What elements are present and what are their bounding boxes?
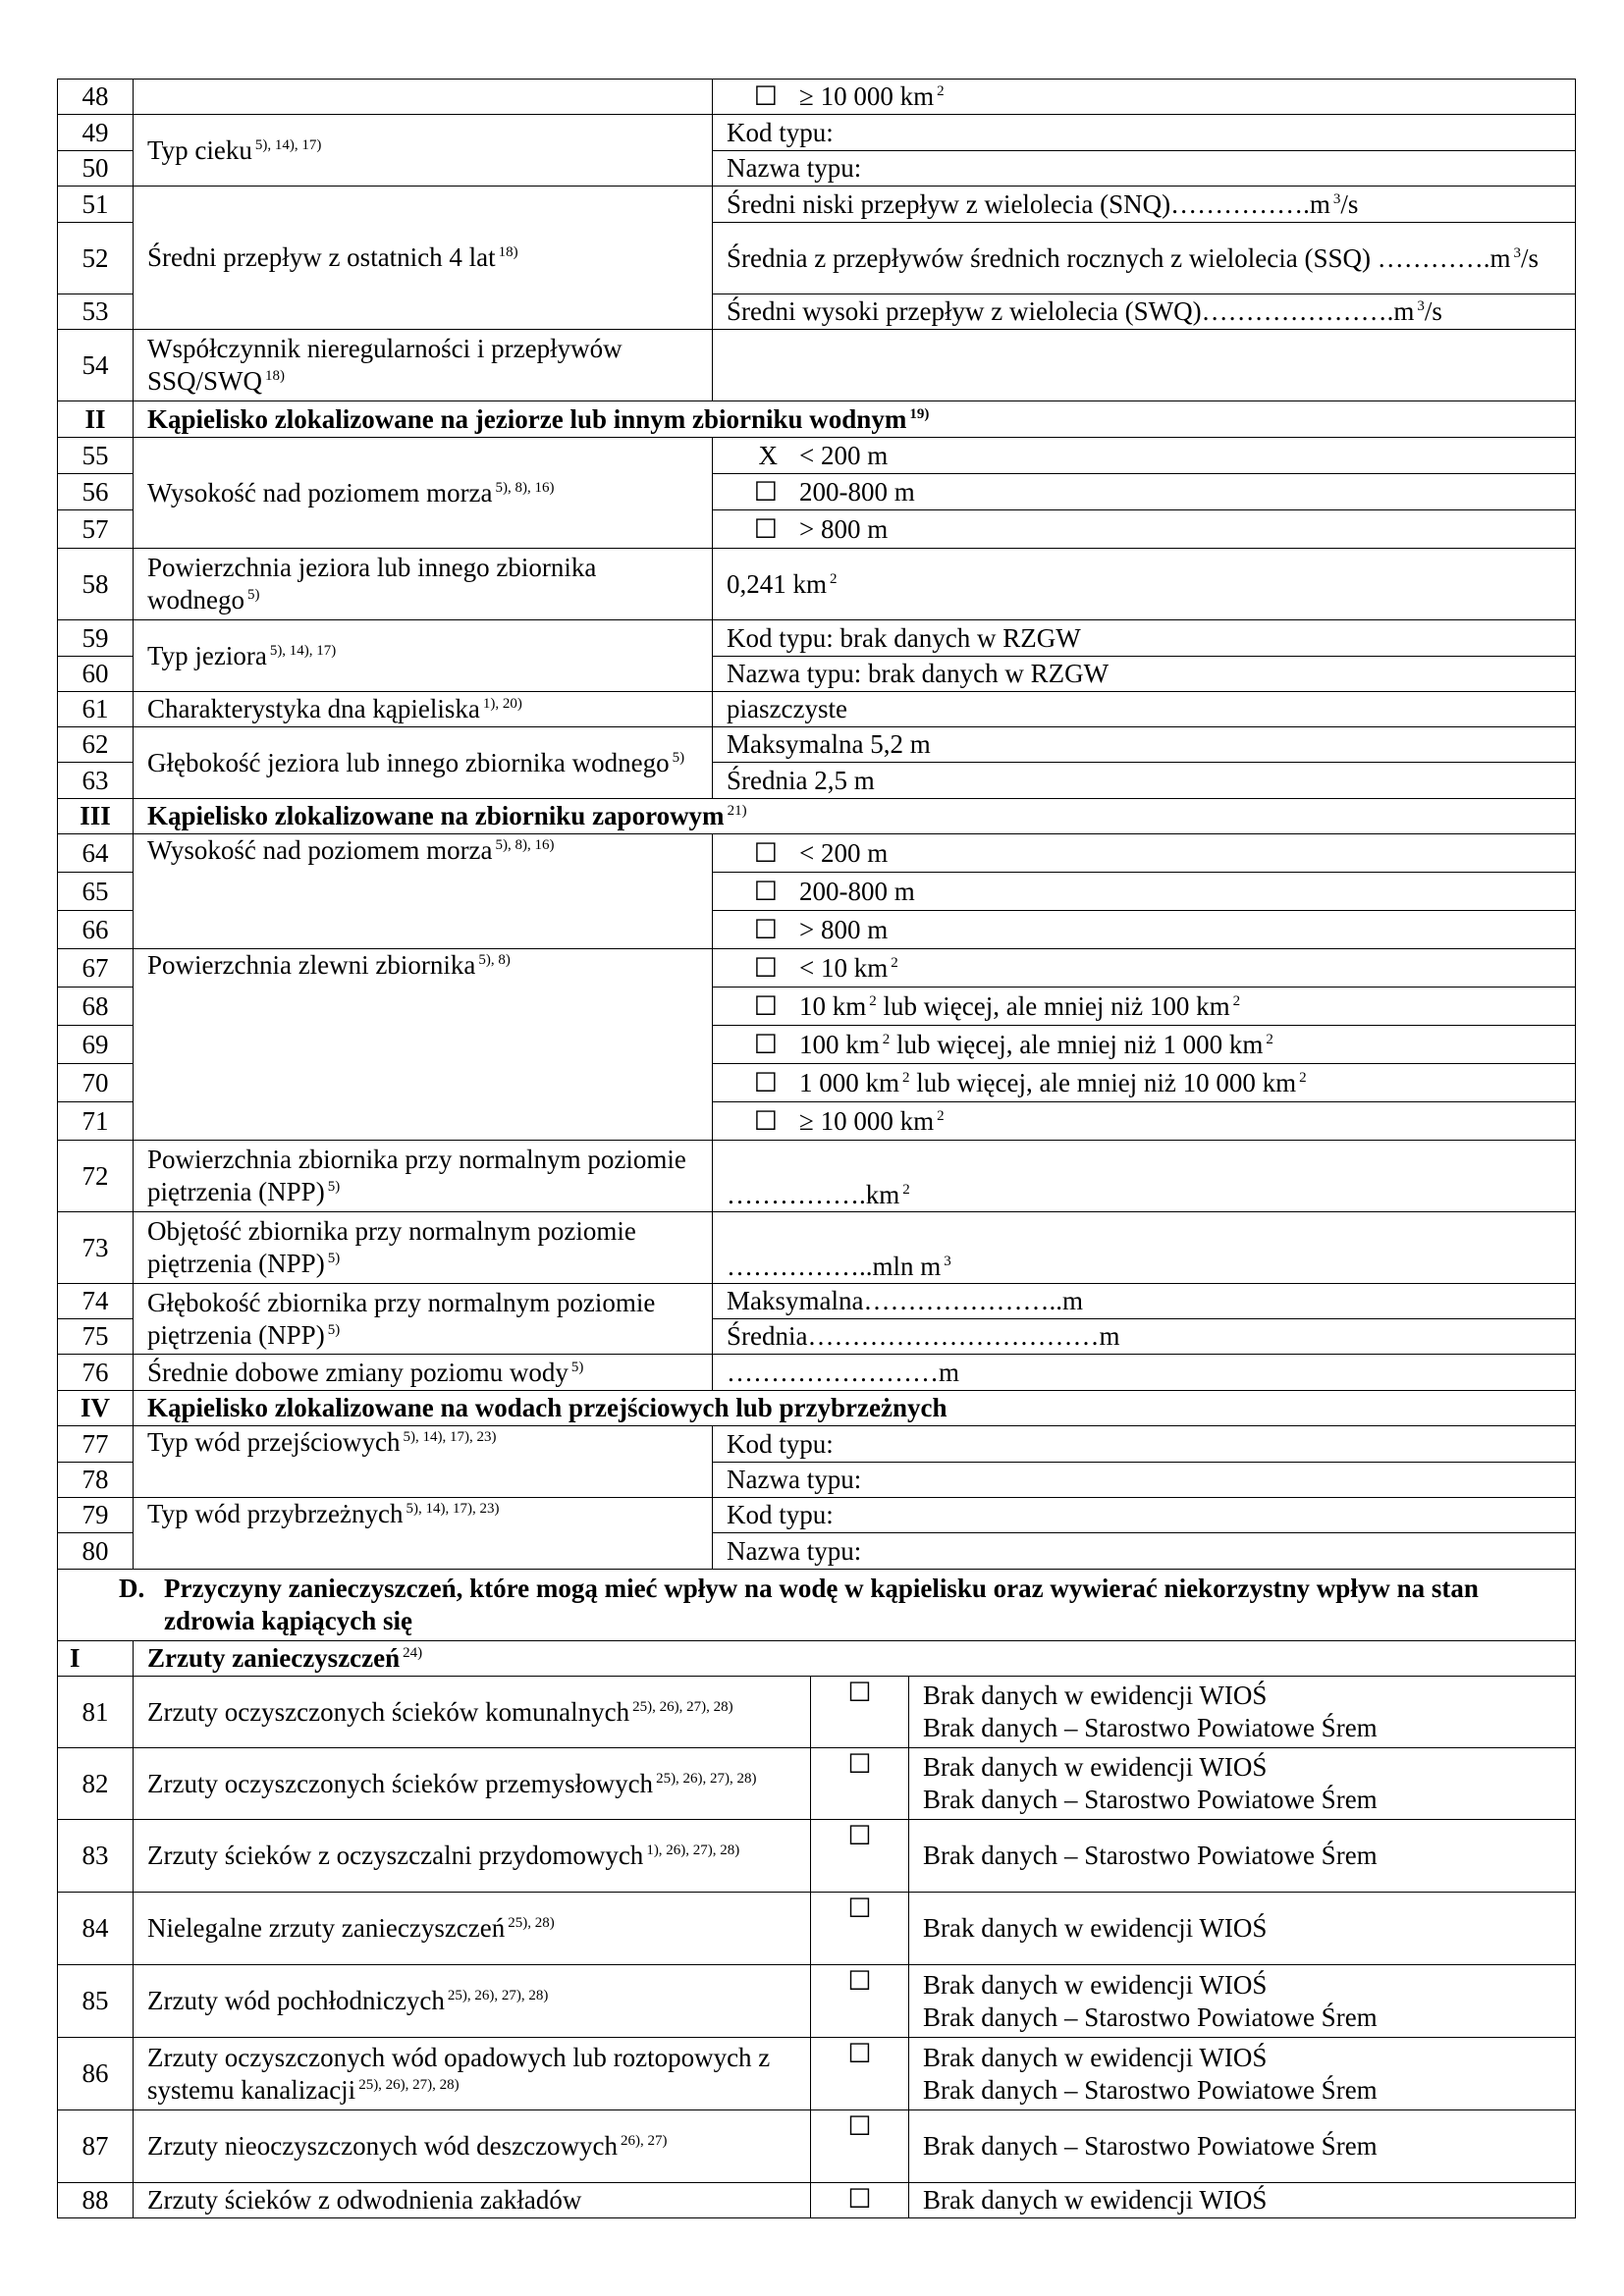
row-value[interactable]: ……………..mln m $^3$ <box>713 1212 1576 1284</box>
row-value <box>909 2110 1576 2183</box>
row-number: 71 <box>58 1102 134 1141</box>
row-label: Typ jeziora $^{5), 14), 17)}$ <box>134 620 713 692</box>
row-label: Zrzuty ścieków z odwodnienia zakładów <box>134 2183 811 2218</box>
row-label: Zrzuty nieoczyszczonych wód deszczowych $^{26), 27)}$ <box>134 2110 811 2183</box>
row-label: Zrzuty oczyszczonych ścieków komunalnych $^{25), 26), 27), 28)}$ <box>134 1677 811 1748</box>
section-number: III <box>58 799 134 834</box>
option-cell: ☐ < 10 km $^2$ <box>713 949 1576 988</box>
checkbox-icon[interactable]: ☐ <box>753 837 778 868</box>
checked-mark[interactable]: X <box>758 440 778 470</box>
section-number: IV <box>58 1391 134 1426</box>
table-row <box>58 549 1576 620</box>
row-number: 68 <box>58 988 134 1026</box>
row-value <box>909 2183 1576 2218</box>
row-value <box>909 1748 1576 1820</box>
checkbox-icon[interactable]: ☐ <box>753 876 778 906</box>
checkbox-icon[interactable]: ☐ <box>811 1748 909 1820</box>
row-value: Nazwa typu: <box>713 151 1576 187</box>
row-number: 80 <box>58 1533 134 1570</box>
row-value: Kod typu: brak danych w RZGW <box>713 620 1576 657</box>
table-row <box>58 1212 1576 1284</box>
table-row <box>58 834 1576 873</box>
row-label: Zrzuty ścieków z oczyszczalni przydomowych $^{1), 26), 27), 28)}$ <box>134 1820 811 1893</box>
option-cell: ☐ < 200 m <box>713 834 1576 873</box>
option-cell: ☐ 10 km $^2$ lub więcej, ale mniej niż 100 km $^2$ <box>713 988 1576 1026</box>
table-row <box>58 1893 1576 1965</box>
value-line: Brak danych – Starostwo Powiatowe Śrem <box>923 1785 1378 1814</box>
row-value: Maksymalna 5,2 m <box>713 727 1576 763</box>
row-number: 59 <box>58 620 134 657</box>
table-row <box>58 1355 1576 1391</box>
row-label: Wysokość nad poziomem morza $^{5), 8), 16)}$ <box>134 438 713 549</box>
row-number: 73 <box>58 1212 134 1284</box>
row-value-empty[interactable] <box>713 330 1576 401</box>
section-header-row <box>58 1391 1576 1426</box>
table-row <box>58 1677 1576 1748</box>
bathing-site-profile-table <box>57 79 1576 1677</box>
row-label: Nielegalne zrzuty zanieczyszczeń $^{25), 28)}$ <box>134 1893 811 1965</box>
checkbox-icon[interactable]: ☐ <box>811 2183 909 2218</box>
row-number: 63 <box>58 763 134 799</box>
row-label: Zrzuty oczyszczonych ścieków przemysłowych $^{25), 26), 27), 28)}$ <box>134 1748 811 1820</box>
value-line: Brak danych w ewidencji WIOŚ <box>923 2042 1268 2072</box>
option-cell: ☐ ≥ 10 000 km $^2$ <box>713 80 1576 115</box>
value-line: Brak danych w ewidencji WIOŚ <box>923 1681 1268 1710</box>
section-d-header-row <box>58 1570 1576 1641</box>
checkbox-icon[interactable]: ☐ <box>753 1105 778 1136</box>
row-label: Wysokość nad poziomem morza $^{5), 8), 16)}$ <box>134 834 713 949</box>
row-number: 88 <box>58 2183 134 2218</box>
row-label: Typ wód przejściowych $^{5), 14), 17), 23)}$ <box>134 1426 713 1498</box>
checkbox-icon[interactable]: ☐ <box>753 1029 778 1059</box>
row-value: Nazwa typu: <box>713 1463 1576 1498</box>
row-number: 67 <box>58 949 134 988</box>
row-value: Nazwa typu: <box>713 1533 1576 1570</box>
row-number: 65 <box>58 873 134 911</box>
table-row <box>58 187 1576 223</box>
row-number: 69 <box>58 1026 134 1064</box>
row-value[interactable]: ……………………m <box>713 1355 1576 1391</box>
table-row <box>58 2183 1576 2218</box>
table-row <box>58 620 1576 657</box>
row-value[interactable]: …………….km $^2$ <box>713 1141 1576 1212</box>
checkbox-icon[interactable]: ☐ <box>753 1067 778 1097</box>
row-value: Kod typu: <box>713 115 1576 151</box>
table-row <box>58 1748 1576 1820</box>
row-value: 0,241 km $^2$ <box>713 549 1576 620</box>
value-line: Brak danych w ewidencji WIOŚ <box>923 2185 1268 2215</box>
checkbox-icon[interactable]: ☐ <box>753 914 778 944</box>
row-value: piaszczyste <box>713 692 1576 727</box>
row-value: Średni wysoki przepływ z wielolecia (SWQ)………………….m $^3$/s <box>713 294 1576 330</box>
row-value: Nazwa typu: brak danych w RZGW <box>713 657 1576 692</box>
row-number: 61 <box>58 692 134 727</box>
row-number: 76 <box>58 1355 134 1391</box>
row-number: 57 <box>58 510 134 549</box>
section-d-title: D. Przyczyny zanieczyszczeń, które mogą mieć wpływ na wodę w kąpielisku oraz wywierać niekorzystny wpływ na stan zdrowia kąpiących się <box>58 1570 1576 1641</box>
row-value[interactable]: Średnia……………………………m <box>713 1319 1576 1355</box>
row-number: 53 <box>58 294 134 330</box>
row-number: 49 <box>58 115 134 151</box>
row-number: 83 <box>58 1820 134 1893</box>
option-cell: ☐ ≥ 10 000 km $^2$ <box>713 1102 1576 1141</box>
option-cell: X < 200 m <box>713 438 1576 474</box>
row-number: 75 <box>58 1319 134 1355</box>
option-cell: ☐ 200-800 m <box>713 873 1576 911</box>
table-row <box>58 1965 1576 2038</box>
table-row <box>58 2038 1576 2110</box>
section-title: Kąpielisko zlokalizowane na jeziorze lub innym zbiorniku wodnym $^{19)}$ <box>134 401 1576 438</box>
row-value[interactable]: Maksymalna…………………..m <box>713 1284 1576 1319</box>
section-header-row <box>58 799 1576 834</box>
checkbox-icon[interactable]: ☐ <box>811 2038 909 2110</box>
section-title: Zrzuty zanieczyszczeń $^{24)}$ <box>134 1641 1576 1677</box>
table-row <box>58 1284 1576 1319</box>
value-line: Brak danych – Starostwo Powiatowe Śrem <box>923 2002 1378 2032</box>
value-line: Brak danych w ewidencji WIOŚ <box>923 1969 1268 2000</box>
row-number: 70 <box>58 1064 134 1102</box>
row-label: Zrzuty oczyszczonych wód opadowych lub roztopowych z systemu kanalizacji $^{25), 26), 27), 28)}$ <box>134 2038 811 2110</box>
section-number: I <box>58 1641 134 1677</box>
table-row <box>58 1498 1576 1533</box>
row-number: 51 <box>58 187 134 223</box>
table-row <box>58 1820 1576 1893</box>
row-number: 79 <box>58 1498 134 1533</box>
row-value <box>909 1677 1576 1748</box>
row-number: 66 <box>58 911 134 949</box>
row-value <box>909 1893 1576 1965</box>
row-label-empty <box>134 80 713 115</box>
value-line: Brak danych w ewidencji WIOŚ <box>923 1913 1268 1943</box>
row-value <box>909 2038 1576 2110</box>
table-row <box>58 727 1576 763</box>
checkbox-icon[interactable]: ☐ <box>753 513 778 544</box>
row-number: 50 <box>58 151 134 187</box>
row-number: 54 <box>58 330 134 401</box>
section-header-row <box>58 1641 1576 1677</box>
row-label: Zrzuty wód pochłodniczych $^{25), 26), 27), 28)}$ <box>134 1965 811 2038</box>
checkbox-icon[interactable]: ☐ <box>811 1965 909 2038</box>
row-number: 87 <box>58 2110 134 2183</box>
row-label: Powierzchnia zbiornika przy normalnym poziomie piętrzenia (NPP) $^{5)}$ <box>134 1141 713 1212</box>
table-row <box>58 2110 1576 2183</box>
row-value <box>909 1965 1576 2038</box>
checkbox-icon[interactable]: ☐ <box>753 476 778 507</box>
row-number: 82 <box>58 1748 134 1820</box>
section-header-row <box>58 401 1576 438</box>
table-row <box>58 438 1576 474</box>
row-label: Głębokość zbiornika przy normalnym poziomie piętrzenia (NPP) $^{5)}$ <box>134 1284 713 1355</box>
checkbox-icon[interactable]: ☐ <box>753 952 778 983</box>
row-value: Średnia z przepływów średnich rocznych z wielolecia (SSQ) ………….m $^3$/s <box>713 223 1576 294</box>
value-line: Brak danych – Starostwo Powiatowe Śrem <box>923 1841 1378 1870</box>
row-number: 72 <box>58 1141 134 1212</box>
table-row <box>58 692 1576 727</box>
row-value: Kod typu: <box>713 1498 1576 1533</box>
row-label: Powierzchnia jeziora lub innego zbiornika wodnego $^{5)}$ <box>134 549 713 620</box>
checkbox-icon[interactable]: ☐ <box>811 1677 909 1748</box>
row-label: Powierzchnia zlewni zbiornika $^{5), 8)}$ <box>134 949 713 1141</box>
option-cell: ☐ 100 km $^2$ lub więcej, ale mniej niż 1 000 km $^2$ <box>713 1026 1576 1064</box>
option-cell: ☐ > 800 m <box>713 911 1576 949</box>
row-number: 60 <box>58 657 134 692</box>
option-cell: ☐ > 800 m <box>713 510 1576 549</box>
row-label: Współczynnik nieregularności i przepływów SSQ/SWQ $^{18)}$ <box>134 330 713 401</box>
value-line: Brak danych – Starostwo Powiatowe Śrem <box>923 2074 1378 2105</box>
row-number: 62 <box>58 727 134 763</box>
section-title: Kąpielisko zlokalizowane na zbiorniku zaporowym $^{21)}$ <box>134 799 1576 834</box>
row-number: 74 <box>58 1284 134 1319</box>
value-line: Brak danych – Starostwo Powiatowe Śrem <box>923 1713 1378 1742</box>
row-number: 85 <box>58 1965 134 2038</box>
table-row <box>58 1426 1576 1463</box>
row-number: 81 <box>58 1677 134 1748</box>
row-number: 58 <box>58 549 134 620</box>
row-label: Średnie dobowe zmiany poziomu wody $^{5)}$ <box>134 1355 713 1391</box>
row-number: 84 <box>58 1893 134 1965</box>
row-number: 56 <box>58 474 134 510</box>
checkbox-icon[interactable]: ☐ <box>811 2110 909 2183</box>
table-row <box>58 1141 1576 1212</box>
pollution-sources-table <box>57 1676 1576 2218</box>
row-value: Średnia 2,5 m <box>713 763 1576 799</box>
row-value <box>909 1820 1576 1893</box>
row-label: Charakterystyka dna kąpieliska $^{1), 20)}$ <box>134 692 713 727</box>
row-number: 64 <box>58 834 134 873</box>
section-title: Kąpielisko zlokalizowane na wodach przejściowych lub przybrzeżnych <box>134 1391 1576 1426</box>
checkbox-icon[interactable]: ☐ <box>753 990 778 1021</box>
value-line: Brak danych – Starostwo Powiatowe Śrem <box>923 2131 1378 2161</box>
option-cell: ☐ 1 000 km $^2$ lub więcej, ale mniej niż 10 000 km $^2$ <box>713 1064 1576 1102</box>
table-row <box>58 115 1576 151</box>
row-label: Typ wód przybrzeżnych $^{5), 14), 17), 23)}$ <box>134 1498 713 1570</box>
table-row <box>58 949 1576 988</box>
table-row <box>58 80 1576 115</box>
row-number: 52 <box>58 223 134 294</box>
table-row <box>58 330 1576 401</box>
row-value: Średni niski przepływ z wielolecia (SNQ)…………….m $^3$/s <box>713 187 1576 223</box>
row-label: Objętość zbiornika przy normalnym poziomie piętrzenia (NPP) $^{5)}$ <box>134 1212 713 1284</box>
row-number: 78 <box>58 1463 134 1498</box>
option-cell: ☐ 200-800 m <box>713 474 1576 510</box>
row-number: 77 <box>58 1426 134 1463</box>
row-number: 48 <box>58 80 134 115</box>
value-line: Brak danych w ewidencji WIOŚ <box>923 1752 1268 1782</box>
row-label: Głębokość jeziora lub innego zbiornika wodnego $^{5)}$ <box>134 727 713 799</box>
row-value: Kod typu: <box>713 1426 1576 1463</box>
row-number: 55 <box>58 438 134 474</box>
checkbox-icon[interactable]: ☐ <box>753 81 778 111</box>
checkbox-icon[interactable]: ☐ <box>811 1820 909 1893</box>
section-number: II <box>58 401 134 438</box>
row-label: Typ cieku $^{5), 14), 17)}$ <box>134 115 713 187</box>
row-number: 86 <box>58 2038 134 2110</box>
row-label: Średni przepływ z ostatnich 4 lat $^{18)}$ <box>134 187 713 330</box>
checkbox-icon[interactable]: ☐ <box>811 1893 909 1965</box>
